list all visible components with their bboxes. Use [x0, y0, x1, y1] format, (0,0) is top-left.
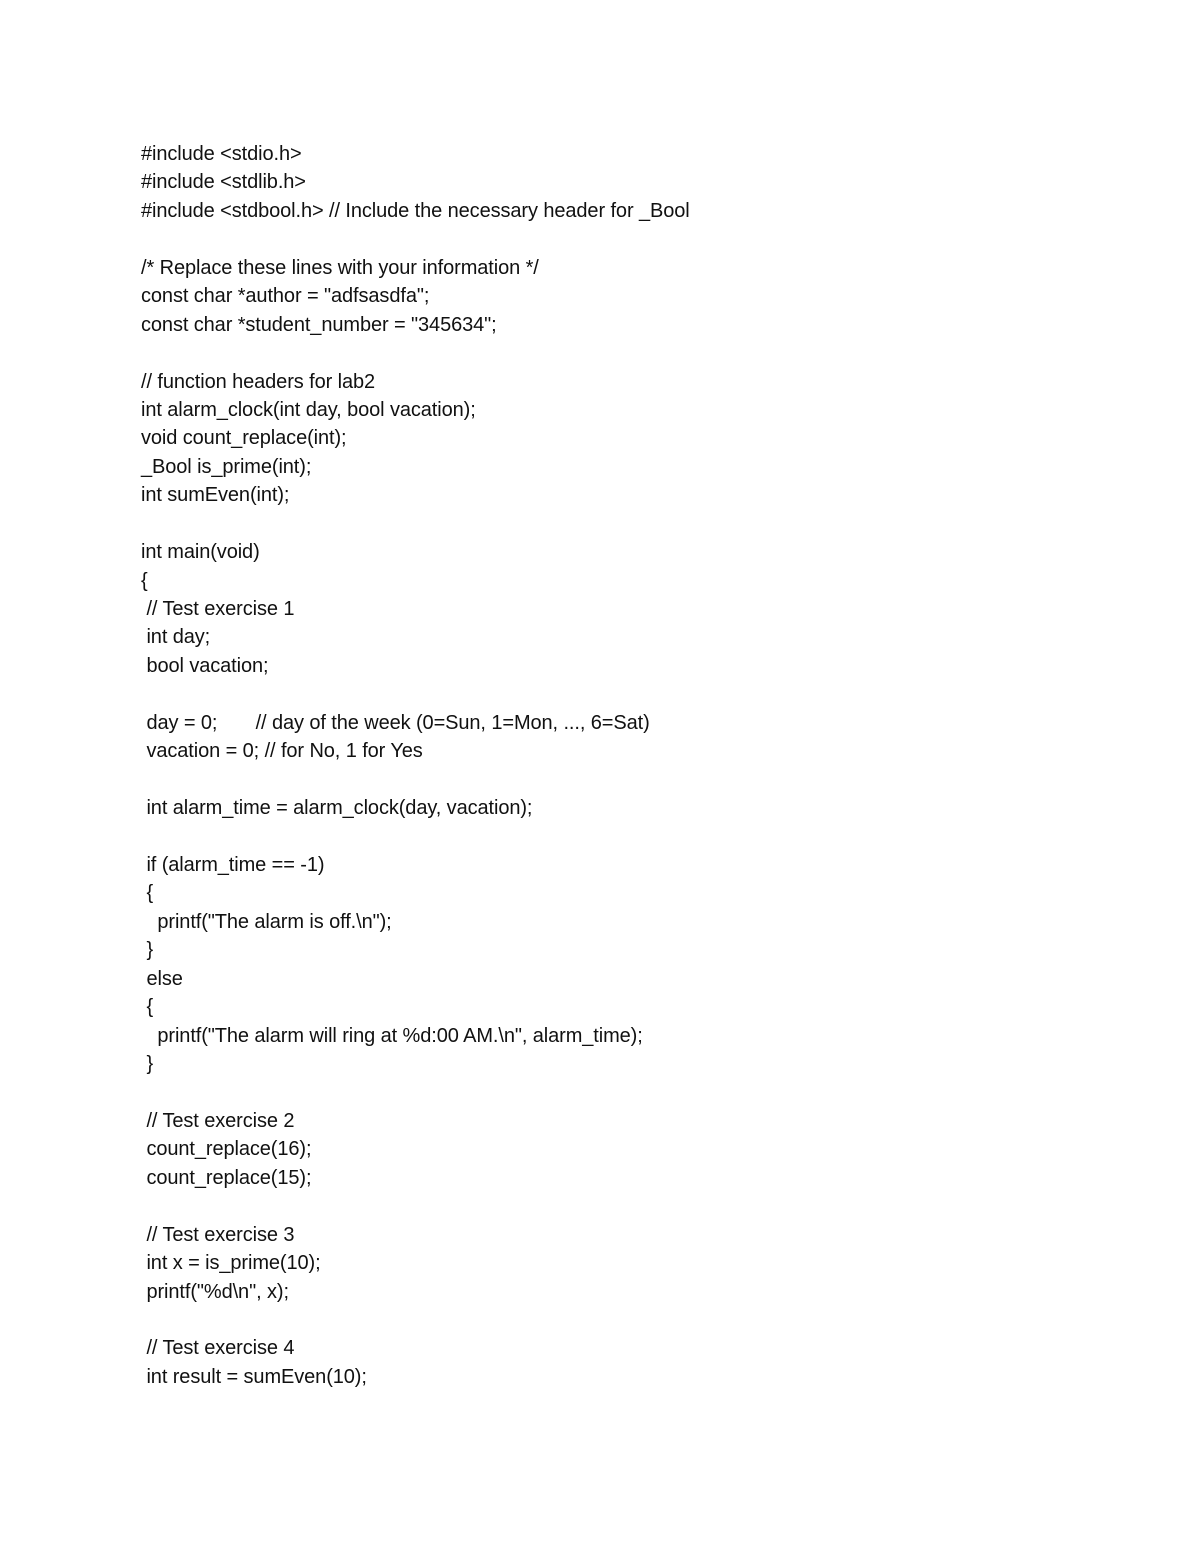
code-line: // Test exercise 1: [141, 598, 295, 620]
code-line: vacation = 0; // for No, 1 for Yes: [141, 740, 423, 763]
code-line: // Test exercise 3: [141, 1223, 295, 1246]
code-line: day = 0; // day of the week (0=Sun, 1=Mon, ..., 6=Sat): [141, 711, 650, 734]
code-line: const char *student_number = "345634";: [141, 313, 497, 336]
code-line: #include <stdbool.h> // Include the necessary header for _Bool: [141, 199, 690, 222]
code-line: [141, 1306, 1141, 1334]
code-line: }: [141, 1053, 154, 1075]
code-line: int alarm_time = alarm_clock(day, vacation);: [141, 797, 533, 820]
code-line: [141, 225, 1141, 253]
code-line: else: [141, 967, 183, 990]
code-line: }: [141, 939, 154, 962]
code-line: const char *author = "adfsasdfa";: [141, 285, 430, 308]
code-line: count_replace(15);: [141, 1166, 312, 1189]
code-line: {: [141, 882, 154, 905]
code-line: int result = sumEven(10);: [141, 1365, 367, 1388]
code-line: {: [141, 996, 154, 1019]
code-line: int alarm_clock(int day, bool vacation);: [141, 398, 476, 421]
code-line: if (alarm_time == -1): [141, 853, 325, 876]
code-line: _Bool is_prime(int);: [141, 455, 312, 478]
code-line: count_replace(16);: [141, 1138, 312, 1161]
code-line: printf("%d\n", x);: [141, 1280, 289, 1303]
code-line: int day;: [141, 626, 211, 649]
code-line: // Test exercise 2: [141, 1109, 295, 1132]
code-line: // function headers for lab2: [141, 370, 376, 393]
code-line: printf("The alarm is off.\n");: [141, 910, 392, 933]
code-line: bool vacation;: [141, 654, 269, 677]
code-line: int x = is_prime(10);: [141, 1252, 321, 1275]
code-line: [141, 680, 1141, 708]
code-line: [141, 1192, 1141, 1220]
code-line: #include <stdlib.h>: [141, 171, 306, 194]
code-line: {: [141, 569, 148, 592]
code-line: [141, 1078, 1141, 1106]
code-line: [141, 339, 1141, 367]
code-line: // Test exercise 4: [141, 1337, 295, 1360]
code-listing: [141, 140, 1141, 1391]
code-line: /* Replace these lines with your information */: [141, 256, 539, 279]
code-line: [141, 766, 1141, 794]
code-line: #include <stdio.h>: [141, 143, 302, 165]
code-line: int sumEven(int);: [141, 484, 290, 507]
code-line: int main(void): [141, 541, 260, 564]
code-line: printf("The alarm will ring at %d:00 AM.\n", alarm_time);: [141, 1024, 643, 1047]
code-line: [141, 823, 1141, 851]
code-line: [141, 510, 1141, 538]
code-line: void count_replace(int);: [141, 427, 347, 450]
